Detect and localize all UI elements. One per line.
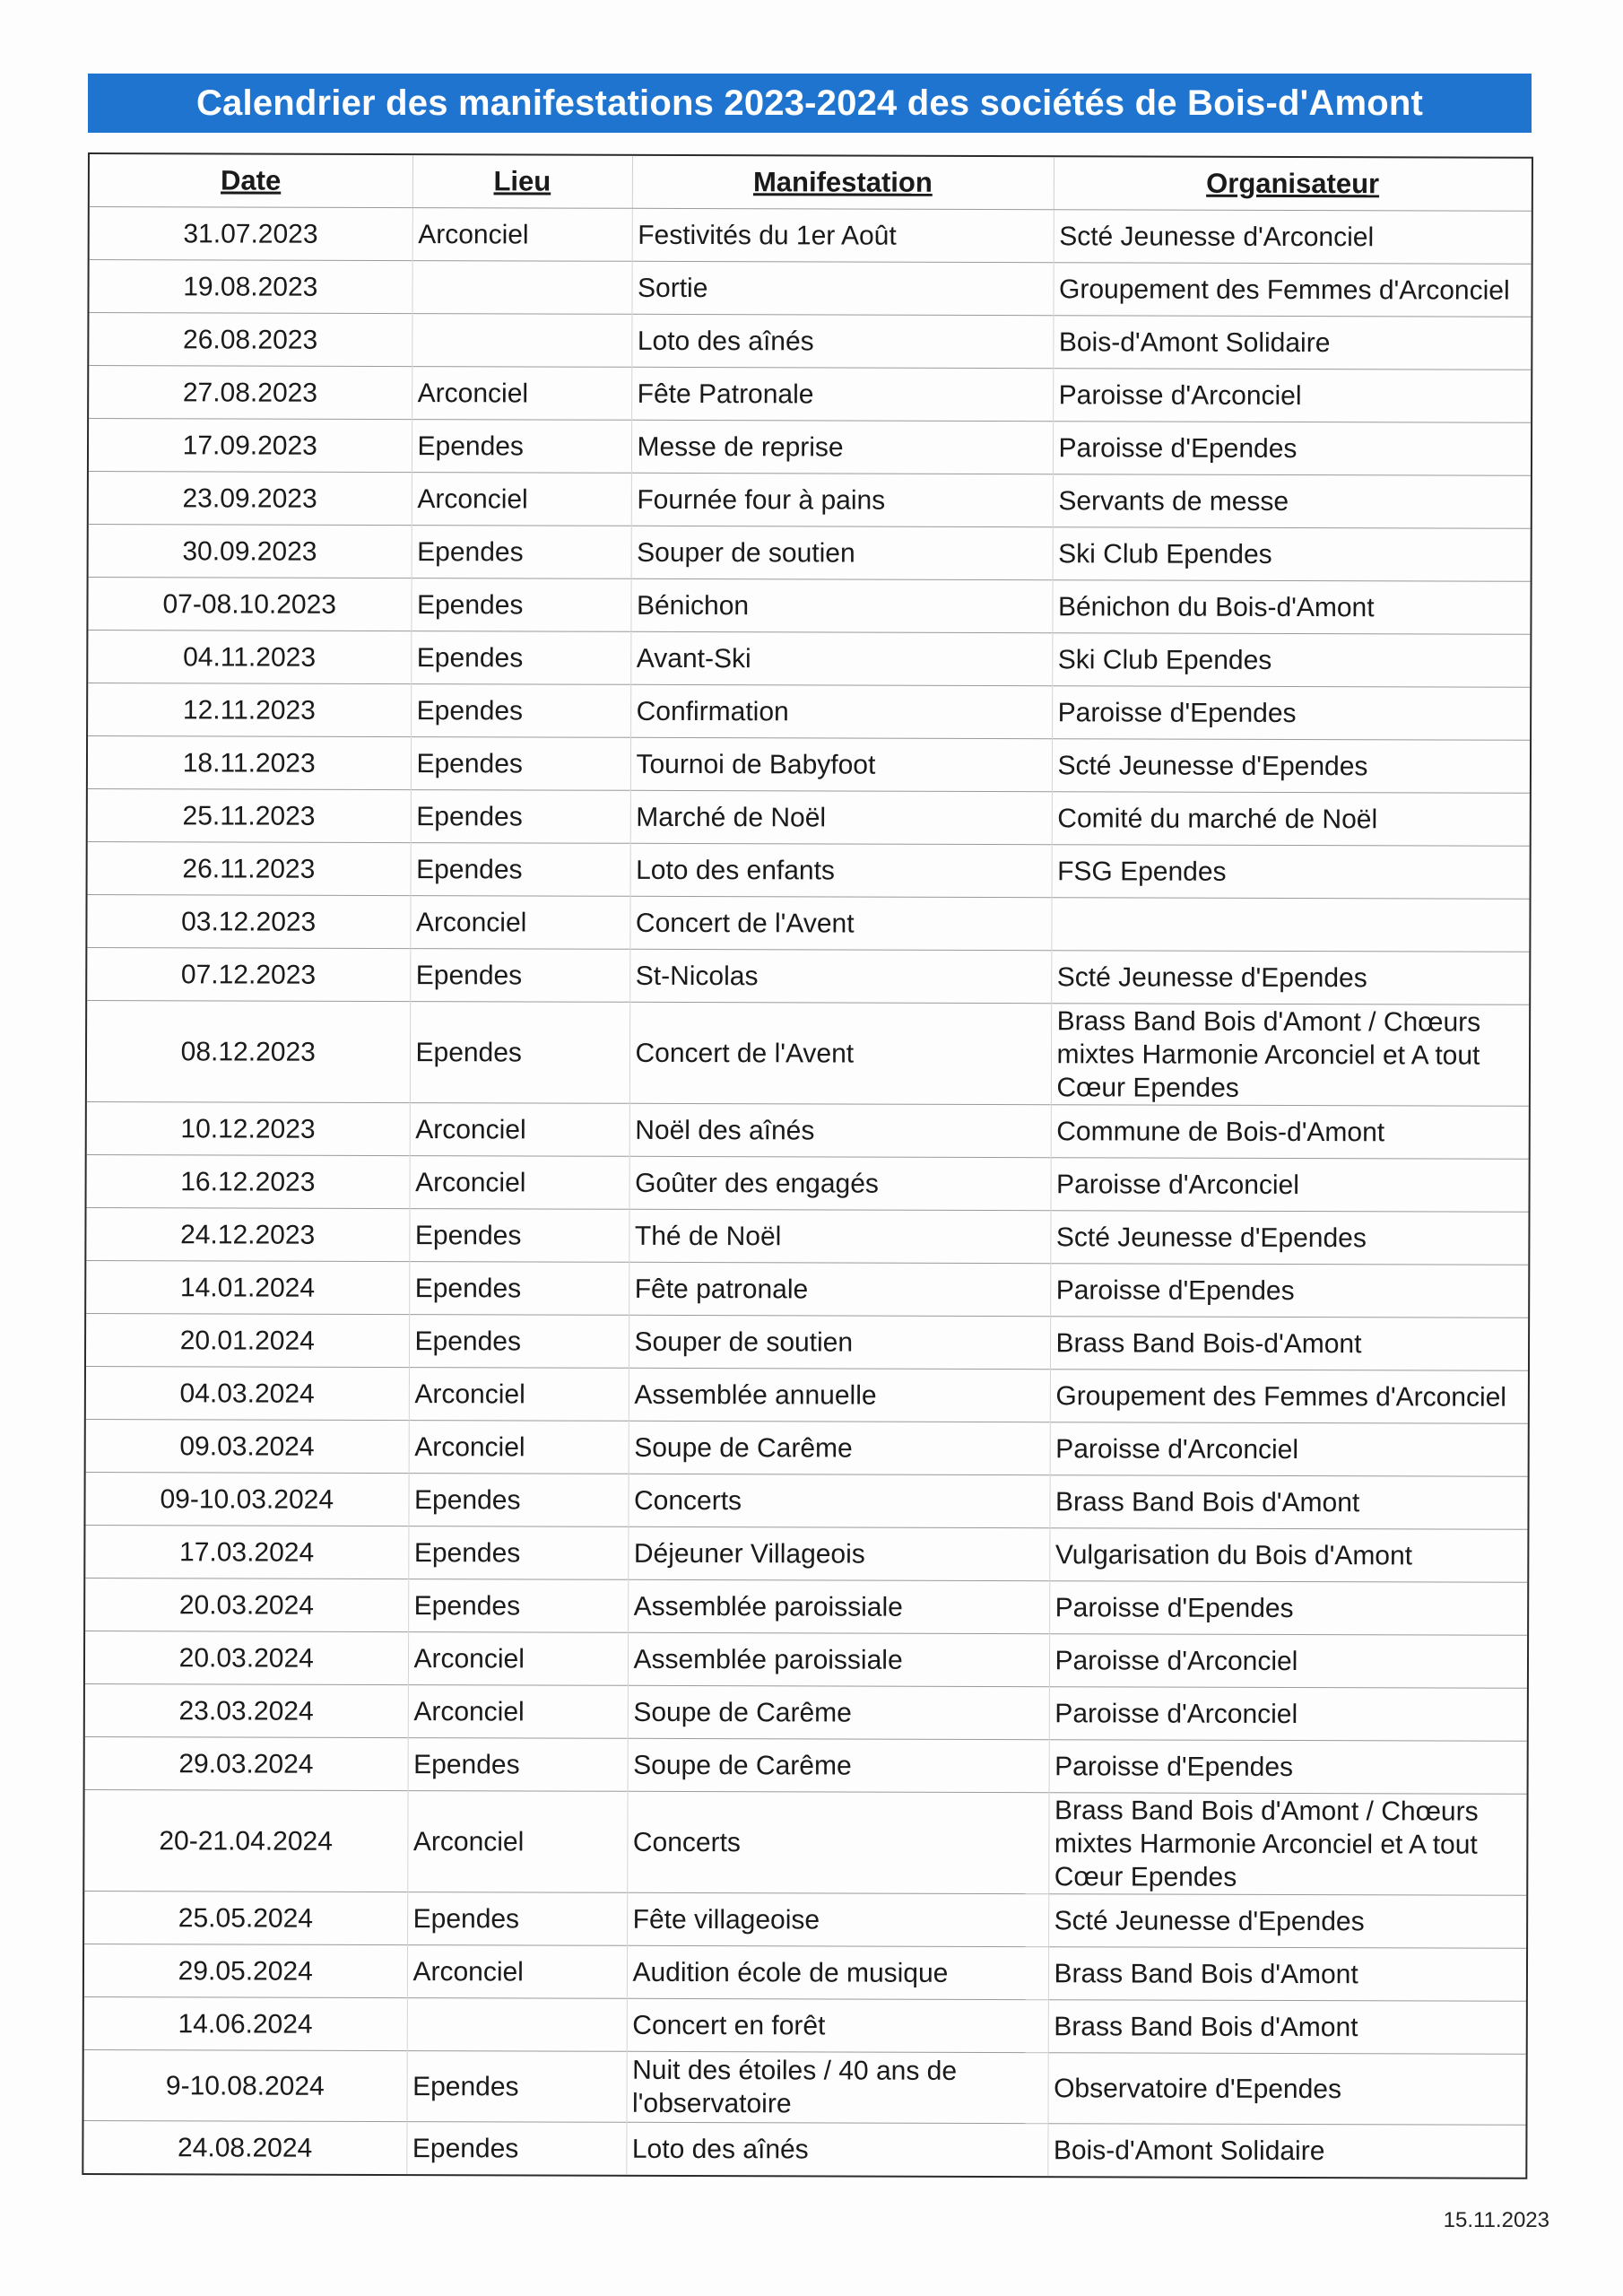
cell-organisateur: Paroisse d'Arconciel — [1050, 1422, 1528, 1477]
table-row — [88, 578, 1530, 635]
cell-manifestation: Déjeuner Villageois — [628, 1526, 1049, 1580]
cell-manifestation: St-Nicolas — [629, 949, 1051, 1003]
document-date: 15.11.2023 — [1443, 2208, 1549, 2232]
cell-organisateur: Comité du marché de Noël — [1052, 792, 1530, 847]
cell-lieu: Ependes — [408, 1579, 628, 1633]
cell-date: 14.06.2024 — [84, 1996, 407, 2050]
cell-manifestation: Fête patronale — [629, 1262, 1050, 1316]
cell-manifestation: Nuit des étoiles / 40 ans de l'observatoire — [626, 2051, 1047, 2123]
cell-lieu: Ependes — [412, 526, 631, 579]
cell-lieu — [407, 1998, 627, 2052]
cell-organisateur: Bénichon du Bois-d'Amont — [1052, 580, 1530, 635]
table-row — [87, 1001, 1529, 1107]
cell-organisateur: Bois-d'Amont Solidaire — [1053, 316, 1531, 370]
table-row — [87, 948, 1529, 1005]
cell-organisateur: Ski Club Ependes — [1052, 633, 1530, 688]
cell-lieu: Ependes — [411, 631, 630, 685]
table-row — [86, 1314, 1528, 1371]
table-row — [85, 1683, 1527, 1741]
cell-lieu: Arconciel — [412, 208, 632, 262]
table-row — [88, 683, 1530, 741]
cell-lieu: Ependes — [408, 1526, 628, 1580]
cell-lieu: Ependes — [410, 949, 629, 1003]
cell-lieu: Arconciel — [407, 1791, 627, 1893]
cell-lieu: Ependes — [411, 843, 630, 897]
cell-lieu: Ependes — [408, 1738, 628, 1792]
table-row — [86, 1261, 1528, 1318]
cell-date: 9-10.08.2024 — [83, 2049, 406, 2121]
table-row — [85, 1736, 1527, 1794]
cell-date: 29.05.2024 — [84, 1944, 407, 1997]
events-table-grid — [83, 154, 1532, 2178]
cell-organisateur — [1051, 898, 1529, 952]
table-row — [84, 1891, 1526, 1948]
cell-organisateur: Brass Band Bois d'Amont — [1048, 1947, 1526, 2002]
table-row — [89, 260, 1531, 317]
table-row — [89, 525, 1531, 582]
cell-organisateur: Ski Club Ependes — [1053, 527, 1531, 582]
cell-date: 27.08.2023 — [89, 366, 412, 420]
cell-date: 24.12.2023 — [86, 1208, 409, 1262]
cell-lieu: Ependes — [411, 790, 630, 844]
cell-date: 18.11.2023 — [88, 736, 411, 790]
cell-lieu — [412, 261, 631, 315]
table-row — [86, 1367, 1528, 1424]
table-row — [89, 313, 1531, 370]
cell-organisateur: Paroisse d'Arconciel — [1049, 1687, 1527, 1742]
cell-date: 09.03.2024 — [86, 1419, 409, 1473]
cell-manifestation: Marché de Noël — [630, 790, 1052, 844]
cell-organisateur: Observatoire d'Ependes — [1047, 2053, 1525, 2126]
cell-manifestation: Goûter des engagés — [629, 1156, 1051, 1210]
cell-manifestation: Fournée four à pains — [631, 473, 1053, 526]
cell-lieu: Arconciel — [409, 1421, 629, 1474]
cell-manifestation: Tournoi de Babyfoot — [630, 737, 1052, 791]
cell-organisateur: FSG Ependes — [1052, 845, 1530, 900]
cell-manifestation: Assemblée paroissiale — [628, 1632, 1049, 1686]
cell-date: 30.09.2023 — [89, 525, 412, 578]
table-row — [85, 1631, 1527, 1688]
cell-manifestation: Concert de l'Avent — [629, 896, 1051, 950]
cell-date: 29.03.2024 — [85, 1736, 408, 1790]
table-row — [89, 472, 1531, 529]
cell-lieu: Ependes — [410, 1002, 629, 1104]
cell-date: 26.08.2023 — [89, 313, 412, 367]
cell-manifestation: Concert de l'Avent — [629, 1002, 1051, 1104]
cell-date: 26.11.2023 — [88, 842, 411, 896]
cell-manifestation: Audition école de musique — [627, 1945, 1048, 1999]
cell-organisateur: Paroisse d'Ependes — [1052, 686, 1530, 741]
cell-manifestation: Soupe de Carême — [628, 1685, 1049, 1739]
cell-organisateur: Bois-d'Amont Solidaire — [1047, 2124, 1525, 2178]
cell-organisateur: Scté Jeunesse d'Ependes — [1051, 951, 1529, 1005]
cell-organisateur: Scté Jeunesse d'Ependes — [1052, 739, 1530, 794]
cell-lieu: Arconciel — [410, 896, 629, 950]
cell-manifestation: Concerts — [627, 1791, 1048, 1893]
cell-organisateur: Groupement des Femmes d'Arconciel — [1050, 1370, 1528, 1424]
cell-organisateur: Brass Band Bois d'Amont — [1048, 2000, 1526, 2055]
cell-organisateur: Commune de Bois-d'Amont — [1051, 1105, 1529, 1160]
cell-date: 09-10.03.2024 — [85, 1472, 408, 1526]
table-row — [88, 736, 1530, 794]
cell-lieu: Ependes — [408, 1474, 628, 1527]
cell-lieu: Ependes — [409, 1262, 629, 1316]
cell-organisateur: Paroisse d'Ependes — [1053, 422, 1531, 476]
table-header-row — [90, 154, 1532, 211]
cell-lieu: Ependes — [409, 1315, 629, 1369]
cell-manifestation: Confirmation — [630, 684, 1052, 738]
cell-lieu: Ependes — [411, 684, 630, 738]
column-header-organisateur: Organisateur — [1054, 157, 1532, 211]
cell-organisateur: Vulgarisation du Bois d'Amont — [1049, 1528, 1527, 1583]
cell-organisateur: Paroisse d'Arconciel — [1051, 1158, 1529, 1213]
table-body — [83, 207, 1531, 2178]
cell-organisateur: Scté Jeunesse d'Ependes — [1048, 1894, 1526, 1949]
table-row — [83, 2049, 1525, 2125]
cell-manifestation: Fête Patronale — [631, 367, 1053, 421]
table-row — [87, 1155, 1529, 1213]
cell-manifestation: Messe de reprise — [631, 420, 1053, 474]
cell-manifestation: Festivités du 1er Août — [632, 208, 1054, 262]
table-row — [88, 842, 1530, 900]
cell-lieu: Ependes — [411, 578, 630, 632]
table-row — [83, 2120, 1525, 2177]
cell-organisateur: Brass Band Bois d'Amont — [1049, 1475, 1527, 1530]
cell-lieu: Arconciel — [409, 1368, 629, 1422]
cell-lieu: Arconciel — [410, 1156, 629, 1210]
cell-date: 16.12.2023 — [87, 1155, 410, 1209]
cell-date: 25.11.2023 — [88, 789, 411, 843]
cell-lieu: Ependes — [411, 737, 630, 791]
cell-organisateur: Paroisse d'Arconciel — [1049, 1634, 1527, 1689]
cell-manifestation: Assemblée annuelle — [629, 1368, 1050, 1422]
cell-lieu: Arconciel — [407, 1945, 627, 1999]
cell-date: 14.01.2024 — [86, 1261, 409, 1315]
cell-date: 03.12.2023 — [87, 895, 410, 949]
table-row — [90, 207, 1532, 265]
cell-manifestation: Soupe de Carême — [629, 1421, 1050, 1474]
cell-lieu: Arconciel — [408, 1632, 628, 1686]
table-row — [87, 895, 1529, 952]
cell-manifestation: Noël des aînés — [629, 1103, 1051, 1157]
cell-lieu — [412, 314, 631, 368]
table-row — [87, 1102, 1529, 1160]
cell-organisateur: Brass Band Bois-d'Amont — [1050, 1317, 1528, 1371]
cell-date: 25.05.2024 — [84, 1891, 407, 1944]
cell-manifestation: Thé de Noël — [629, 1209, 1050, 1263]
cell-manifestation: Souper de soutien — [629, 1315, 1050, 1369]
cell-manifestation: Loto des aînés — [631, 314, 1053, 368]
cell-date: 17.03.2024 — [85, 1525, 408, 1578]
cell-lieu: Ependes — [407, 1892, 627, 1946]
cell-date: 20.03.2024 — [85, 1578, 408, 1631]
cell-date: 20.01.2024 — [86, 1314, 409, 1368]
cell-date: 23.09.2023 — [89, 472, 412, 526]
cell-manifestation: Souper de soutien — [631, 526, 1053, 579]
cell-organisateur: Scté Jeunesse d'Arconciel — [1054, 210, 1532, 265]
table-row — [85, 1472, 1527, 1529]
cell-manifestation: Loto des enfants — [630, 843, 1052, 897]
table-row — [86, 1208, 1528, 1265]
page-title: Calendrier des manifestations 2023-2024 des sociétés de Bois-d'Amont — [88, 74, 1532, 133]
cell-manifestation: Concert en forêt — [627, 1998, 1048, 2052]
cell-date: 20.03.2024 — [85, 1631, 408, 1684]
table-row — [88, 789, 1530, 847]
cell-organisateur: Paroisse d'Arconciel — [1053, 369, 1531, 423]
cell-date: 04.03.2024 — [86, 1367, 409, 1421]
cell-lieu: Ependes — [406, 2122, 626, 2175]
table-row — [84, 1789, 1526, 1895]
cell-organisateur: Groupement des Femmes d'Arconciel — [1053, 263, 1531, 317]
cell-organisateur: Scté Jeunesse d'Ependes — [1050, 1211, 1528, 1265]
table-row — [89, 419, 1531, 476]
cell-date: 17.09.2023 — [89, 419, 412, 473]
table-row — [84, 1996, 1526, 2054]
cell-manifestation: Loto des aînés — [626, 2122, 1047, 2176]
cell-date: 20-21.04.2024 — [84, 1789, 407, 1892]
table-row — [85, 1525, 1527, 1582]
cell-date: 23.03.2024 — [85, 1683, 408, 1737]
cell-lieu: Ependes — [412, 420, 631, 474]
cell-lieu: Arconciel — [412, 473, 631, 526]
cell-organisateur: Servants de messe — [1053, 474, 1531, 529]
table-row — [84, 1944, 1526, 2001]
cell-lieu: Ependes — [409, 1209, 629, 1263]
column-header-manifestation: Manifestation — [632, 156, 1054, 210]
column-header-lieu: Lieu — [412, 155, 632, 208]
cell-organisateur: Brass Band Bois d'Amont / Chœurs mixtes Harmonie Arconciel et A tout Cœur Ependes — [1048, 1793, 1526, 1896]
cell-organisateur: Paroisse d'Ependes — [1049, 1740, 1527, 1795]
table-row — [88, 631, 1530, 688]
cell-manifestation: Bénichon — [630, 578, 1052, 632]
cell-manifestation: Fête villageoise — [627, 1892, 1048, 1946]
cell-date: 07-08.10.2023 — [88, 578, 411, 631]
cell-date: 24.08.2024 — [83, 2120, 406, 2174]
cell-date: 19.08.2023 — [89, 260, 412, 314]
cell-organisateur: Brass Band Bois d'Amont / Chœurs mixtes Harmonie Arconciel et A tout Cœur Ependes — [1051, 1004, 1529, 1107]
cell-organisateur: Paroisse d'Ependes — [1049, 1581, 1527, 1636]
cell-organisateur: Paroisse d'Ependes — [1050, 1264, 1528, 1318]
events-table — [82, 152, 1533, 2179]
cell-date: 10.12.2023 — [87, 1102, 410, 1156]
cell-date: 31.07.2023 — [90, 207, 412, 261]
cell-date: 04.11.2023 — [88, 631, 411, 684]
table-row — [89, 366, 1531, 423]
cell-lieu: Arconciel — [412, 367, 631, 421]
cell-manifestation: Soupe de Carême — [628, 1738, 1049, 1792]
cell-manifestation: Avant-Ski — [630, 631, 1052, 685]
cell-lieu: Ependes — [406, 2051, 626, 2123]
cell-manifestation: Sortie — [631, 261, 1053, 315]
cell-date: 12.11.2023 — [88, 683, 411, 737]
table-row — [86, 1419, 1528, 1476]
table-row — [85, 1578, 1527, 1635]
cell-date: 08.12.2023 — [87, 1001, 410, 1103]
cell-manifestation: Concerts — [628, 1474, 1049, 1527]
cell-manifestation: Assemblée paroissiale — [628, 1579, 1049, 1633]
cell-lieu: Arconciel — [410, 1103, 629, 1157]
cell-lieu: Arconciel — [408, 1685, 628, 1739]
cell-date: 07.12.2023 — [87, 948, 410, 1002]
column-header-date: Date — [90, 154, 412, 208]
